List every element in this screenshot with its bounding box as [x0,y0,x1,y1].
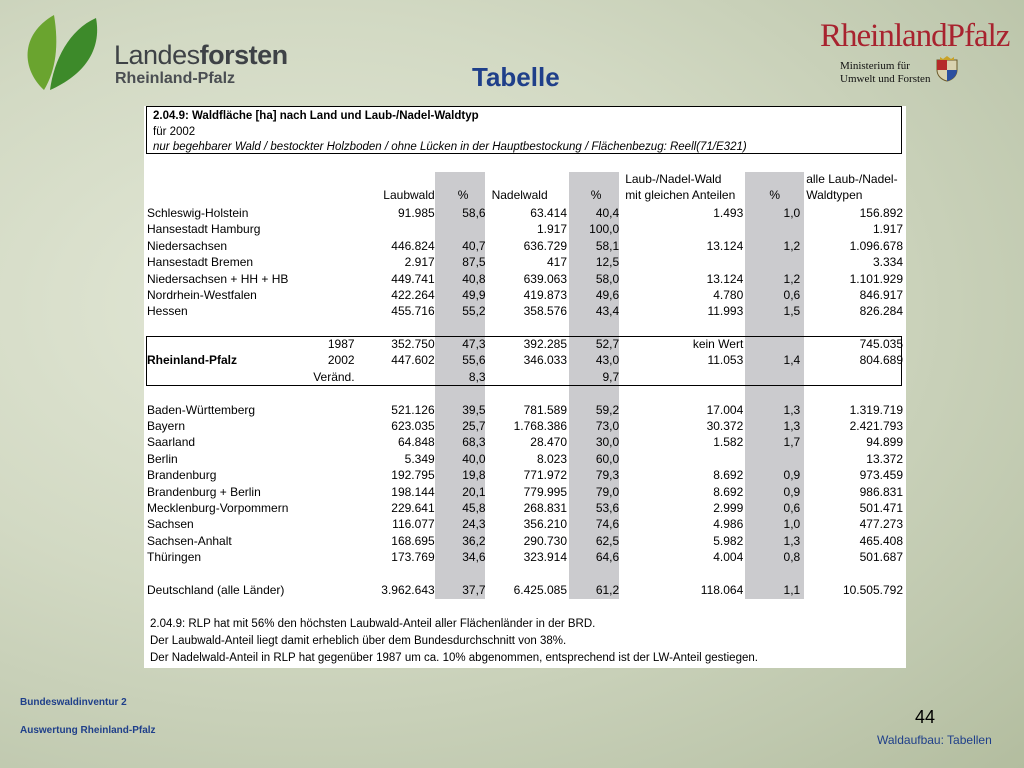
nadel-cell: 8.023 [536,451,567,466]
table-row [144,303,906,319]
land-name-cell: Baden-Württemberg [147,402,256,417]
land-name-cell: Berlin [147,451,178,466]
nadel-cell [489,369,570,385]
nadel-cell: 268.831 [523,501,567,515]
mix-cell: 1.493 [713,205,744,220]
col-header-mixed: Laub-/Nadel-Wald [625,172,722,186]
lp-cell: 19,8 [462,468,486,483]
all-cell: 3.334 [872,255,903,270]
table-row [144,401,906,417]
mix-cell: 8.692 [713,468,744,483]
empty-cell [358,320,438,336]
empty-cell [298,172,357,188]
table-row [144,451,906,467]
empty-cell [144,369,298,385]
land-name-cell: Niedersachsen + HH + HB [147,271,289,286]
table-info-box [146,106,902,154]
all-cell: 1.917 [872,222,903,237]
laub-cell: 422.264 [391,287,435,302]
empty-cell [746,320,803,336]
empty-cell [298,188,357,204]
col-header-all-2: Waldtypen [806,188,863,203]
mp-cell [746,451,803,467]
empty-cell [298,303,357,319]
nadel-cell: 63.414 [530,205,567,220]
all-cell [803,369,906,385]
mp-cell [746,254,803,270]
laub-cell: 455.716 [391,304,435,319]
empty-cell [144,188,298,204]
lp-cell: 20,1 [462,484,486,499]
np-cell: 73,0 [595,419,620,434]
all-cell: 465.408 [859,533,903,548]
np-cell: 79,0 [595,484,620,499]
rlp-row [144,352,906,368]
mix-cell: 8.692 [713,484,744,499]
forest-area-table [144,172,906,598]
lp-cell: 40,7 [462,238,486,253]
laub-cell [358,369,438,385]
empty-cell [298,549,357,565]
table-row [144,221,906,237]
footer-section-label: Waldaufbau: Tabellen [877,733,992,747]
laub-cell: 2.917 [404,255,435,270]
mp-cell: 0,8 [783,550,801,565]
land-name-cell: Thüringen [147,550,202,565]
year-cell: 2002 [327,353,355,368]
mix-cell: 4.004 [713,550,744,565]
np-cell: 59,2 [595,402,620,417]
land-name-cell: Sachsen [147,517,194,532]
note-line: 2.04.9: RLP hat mit 56% den höchsten Laubwald-Anteil aller Flächenländer in der BRD. [150,618,596,630]
lp-cell: 87,5 [462,255,486,270]
mp-cell: 1,2 [783,271,801,286]
mp-cell: 1,1 [783,582,801,597]
mix-cell: 5.982 [713,533,744,548]
all-cell: 10.505.792 [842,582,903,597]
empty-cell [144,172,298,188]
nadel-cell: 323.914 [523,550,567,565]
all-cell: 156.892 [859,205,903,220]
all-cell: 745.035 [859,337,903,352]
notes-section [150,616,758,667]
logo-region: Rheinland-Pfalz [115,70,236,87]
lp-cell [438,221,489,237]
all-cell: 477.273 [859,517,903,532]
land-name-cell: Mecklenburg-Vorpommern [147,501,289,515]
empty-cell [298,254,357,270]
lp-cell: 39,5 [462,402,486,417]
empty-cell [298,516,357,532]
lp-cell: 55,6 [462,353,486,368]
empty-cell [438,320,489,336]
np-cell: 43,4 [595,304,620,319]
np-cell: 62,5 [595,533,620,548]
empty-cell [622,320,746,336]
np-cell: 43,0 [595,353,620,368]
laub-cell: 5.349 [404,451,435,466]
mix-cell: 11.053 [707,353,744,368]
mp-cell [746,336,803,352]
table-period: für 2002 [153,126,196,138]
mp-cell: 0,9 [783,468,801,483]
nadel-cell: 392.285 [523,337,567,352]
footer-evaluation-label: Auswertung Rheinland-Pfalz [20,725,156,736]
laub-cell: 91.985 [397,205,435,220]
mp-cell: 1,5 [783,304,801,319]
np-cell: 40,4 [595,205,620,220]
laub-cell: 198.144 [391,484,435,499]
ministry-label: Ministerium für Umwelt und Forsten [840,60,931,85]
header-row-1 [144,172,906,188]
np-cell: 52,7 [595,337,620,352]
rlp-name-cell: Rheinland-Pfalz [147,353,238,368]
empty-cell [144,565,298,581]
np-cell: 58,1 [595,238,620,253]
empty-cell [298,320,357,336]
np-cell: 64,6 [595,550,620,565]
land-name-cell: Bayern [147,419,186,434]
nadel-cell: 417 [546,255,567,270]
laub-cell: 116.077 [392,517,435,532]
mix-cell: 4.780 [713,287,744,302]
lp-cell: 24,3 [462,517,486,532]
total-row [144,582,906,598]
mix-cell: 1.582 [713,435,744,450]
empty-cell [298,434,357,450]
empty-cell [570,172,622,188]
mix-cell: 11.993 [707,304,744,319]
empty-cell [570,385,622,401]
mp-cell: 1,7 [783,435,801,450]
table-row [144,467,906,483]
empty-cell [622,565,746,581]
mp-cell [746,369,803,385]
mix-cell: 2.999 [713,501,744,515]
mix-cell [622,451,746,467]
empty-cell [438,385,489,401]
page-number: 44 [915,707,936,727]
empty-cell [298,287,357,303]
laub-cell: 64.848 [397,435,435,450]
empty-cell [298,483,357,499]
rlp-row [144,369,906,385]
mix-cell [622,254,746,270]
np-cell: 61,2 [595,582,620,597]
np-cell: 74,6 [595,517,620,532]
land-name-cell: Saarland [147,435,196,450]
logo-wordmark: Landesforsten [114,40,288,70]
mix-cell: 30.372 [706,419,744,434]
empty-cell [438,565,489,581]
mix-cell: 13.124 [706,271,744,286]
empty-cell [298,385,357,401]
mix-cell [622,369,746,385]
np-cell: 9,7 [602,369,620,384]
all-cell: 804.689 [859,353,903,368]
col-header-laubwald: Laubwald [383,188,435,203]
table-row [144,483,906,499]
table-row [144,238,906,254]
mp-cell: 1,3 [783,533,801,548]
empty-cell [144,385,298,401]
np-cell: 49,6 [595,287,620,302]
empty-cell [298,582,357,598]
land-name-cell: Schleswig-Holstein [147,205,249,220]
all-cell: 501.687 [859,550,903,565]
table-row [144,434,906,450]
lp-cell: 55,2 [462,304,486,319]
all-cell: 1.101.929 [849,271,903,286]
mp-cell: 0,9 [783,484,801,499]
laub-cell: 623.035 [391,419,435,434]
year-cell: Veränd. [313,369,355,384]
all-cell: 94.899 [866,435,903,450]
nadel-cell: 346.033 [523,353,567,368]
land-name-cell: Hansestadt Hamburg [147,222,261,237]
land-name-cell: Hansestadt Bremen [147,255,254,270]
empty-cell [298,270,357,286]
table-row [144,418,906,434]
empty-cell [144,336,298,352]
empty-cell [298,221,357,237]
np-cell: 60,0 [595,451,620,466]
empty-cell [746,172,803,188]
landesforsten-logo [14,10,288,95]
mp-cell: 1,3 [783,402,801,417]
mp-cell: 1,4 [783,353,801,368]
empty-cell [298,418,357,434]
table-row [144,254,906,270]
col-header-nadelwald: Nadelwald [491,188,548,203]
nadel-cell: 1.768.386 [513,419,567,434]
laub-cell: 192.795 [391,468,435,483]
np-cell: 58,0 [595,271,620,286]
laub-cell: 3.962.643 [381,582,435,597]
note-line: Der Nadelwald-Anteil in RLP hat gegenüber 1987 um ca. 10% abgenommen, entsprechend ist der LW-Anteil gestiegen. [150,652,758,664]
table-row [144,270,906,286]
all-cell: 826.284 [859,304,903,319]
table-title: 2.04.9: Waldfläche [ha] nach Land und Laub-/Nadel-Waldtyp [153,110,479,122]
data-table-panel [144,106,906,668]
laub-cell: 352.750 [391,337,435,352]
rlp-wordmark: RheinlandPfalz [820,18,1010,54]
empty-cell [746,385,803,401]
laub-cell: 521.126 [391,402,435,417]
nadel-cell: 636.729 [523,238,567,253]
empty-cell [489,172,570,188]
nadel-cell: 1.917 [536,222,567,237]
table-row [144,205,906,221]
lp-cell: 8,3 [468,369,486,384]
footer-inventory-label: Bundeswaldinventur 2 [20,697,127,708]
nadel-cell: 781.589 [523,402,567,417]
np-cell: 12,5 [595,255,620,270]
table-row [144,516,906,532]
mix-cell: 118.064 [700,582,744,597]
empty-cell [358,565,438,581]
land-name-cell: Deutschland (alle Länder) [147,582,285,597]
year-cell: 1987 [327,337,355,352]
mix-cell: kein Wert [692,337,744,352]
coat-of-arms-icon [935,56,959,82]
spacer-row [144,385,906,401]
laub-cell: 449.741 [391,271,435,286]
empty-cell [298,238,357,254]
mix-cell [622,221,746,237]
col-header-all: alle Laub-/Nadel- [806,172,898,186]
nadel-cell: 639.063 [523,271,567,286]
empty-cell [298,205,357,221]
nadel-cell: 358.576 [523,304,567,319]
rlp-row [144,336,906,352]
mix-cell: 17.004 [706,402,744,417]
lp-cell: 40,8 [462,271,486,286]
mp-cell: 1,0 [783,517,801,532]
note-line: Der Laubwald-Anteil liegt damit erheblich über dem Bundesdurchschnitt von 38%. [150,635,567,647]
lp-cell: 37,7 [462,582,486,597]
laub-cell [358,221,438,237]
nadel-cell: 356.210 [523,517,567,532]
np-cell: 30,0 [595,435,620,450]
land-name-cell: Nordrhein-Westfalen [147,287,257,302]
land-name-cell: Brandenburg [147,468,217,483]
empty-cell [489,320,570,336]
laub-cell: 229.641 [391,501,435,515]
land-name-cell: Sachsen-Anhalt [147,533,232,548]
empty-cell [489,385,570,401]
empty-cell [298,451,357,467]
empty-cell [803,320,906,336]
table-row [144,500,906,516]
empty-cell [298,565,357,581]
empty-cell [298,467,357,483]
nadel-cell: 771.972 [523,468,567,483]
empty-cell [803,385,906,401]
empty-cell [570,320,622,336]
lp-cell: 58,6 [462,205,486,220]
lp-cell: 45,8 [462,501,486,515]
empty-cell [438,172,489,188]
all-cell: 2.421.793 [849,419,903,434]
np-cell: 100,0 [589,222,620,237]
lp-cell: 68,3 [462,435,486,450]
page-title: Tabelle [472,62,560,92]
empty-cell [622,385,746,401]
lp-cell: 25,7 [462,419,486,434]
col-header-pct: % [590,188,602,203]
nadel-cell: 419.873 [523,287,567,302]
mp-cell: 1,0 [783,205,801,220]
laub-cell: 446.824 [391,238,435,253]
laub-cell: 173.769 [391,550,435,565]
lp-cell: 34,6 [462,550,486,565]
land-name-cell: Brandenburg + Berlin [147,484,261,499]
all-cell: 1.096.678 [849,238,903,253]
empty-cell [358,172,438,188]
leaf-logo-icon [14,10,104,95]
table-row [144,287,906,303]
empty-cell [144,320,298,336]
mp-cell: 0,6 [783,287,801,302]
mix-cell: 13.124 [706,238,744,253]
empty-cell [358,385,438,401]
nadel-cell: 28.470 [530,435,567,450]
spacer-row [144,565,906,581]
laub-cell: 447.602 [391,353,435,368]
mp-cell: 1,2 [783,238,801,253]
col-header-pct: % [769,188,781,203]
nadel-cell: 290.730 [523,533,567,548]
header-row-2 [144,188,906,204]
lp-cell: 49,9 [462,287,486,302]
lp-cell: 47,3 [462,337,486,352]
nadel-cell: 779.995 [523,484,567,499]
nadel-cell: 6.425.085 [513,582,567,597]
mp-cell: 0,6 [783,501,801,515]
table-row [144,533,906,549]
empty-cell [570,565,622,581]
col-header-mixed-2: mit gleichen Anteilen [625,188,736,203]
laub-cell: 168.695 [391,533,435,548]
empty-cell [298,533,357,549]
all-cell: 501.471 [859,501,903,515]
table-scope: nur begehbarer Wald / bestockter Holzboden / ohne Lücken in der Hauptbestockung / Flächenbezug: Reell(71/E321) [153,141,747,153]
all-cell: 846.917 [859,287,903,302]
mp-cell [746,221,803,237]
table-row [144,549,906,565]
lp-cell: 36,2 [462,533,486,548]
mp-cell: 1,3 [783,419,801,434]
lp-cell: 40,0 [462,451,486,466]
empty-cell [298,500,357,516]
np-cell: 79,3 [595,468,620,483]
np-cell: 53,6 [595,501,620,515]
mix-cell: 4.986 [713,517,744,532]
all-cell: 973.459 [859,468,903,483]
spacer-row [144,320,906,336]
all-cell: 1.319.719 [849,402,903,417]
land-name-cell: Niedersachsen [147,238,228,253]
empty-cell [803,565,906,581]
all-cell: 986.831 [859,484,903,499]
col-header-pct: % [457,188,469,203]
empty-cell [489,565,570,581]
all-cell: 13.372 [866,451,903,466]
empty-cell [746,565,803,581]
land-name-cell: Hessen [147,304,188,319]
empty-cell [298,401,357,417]
